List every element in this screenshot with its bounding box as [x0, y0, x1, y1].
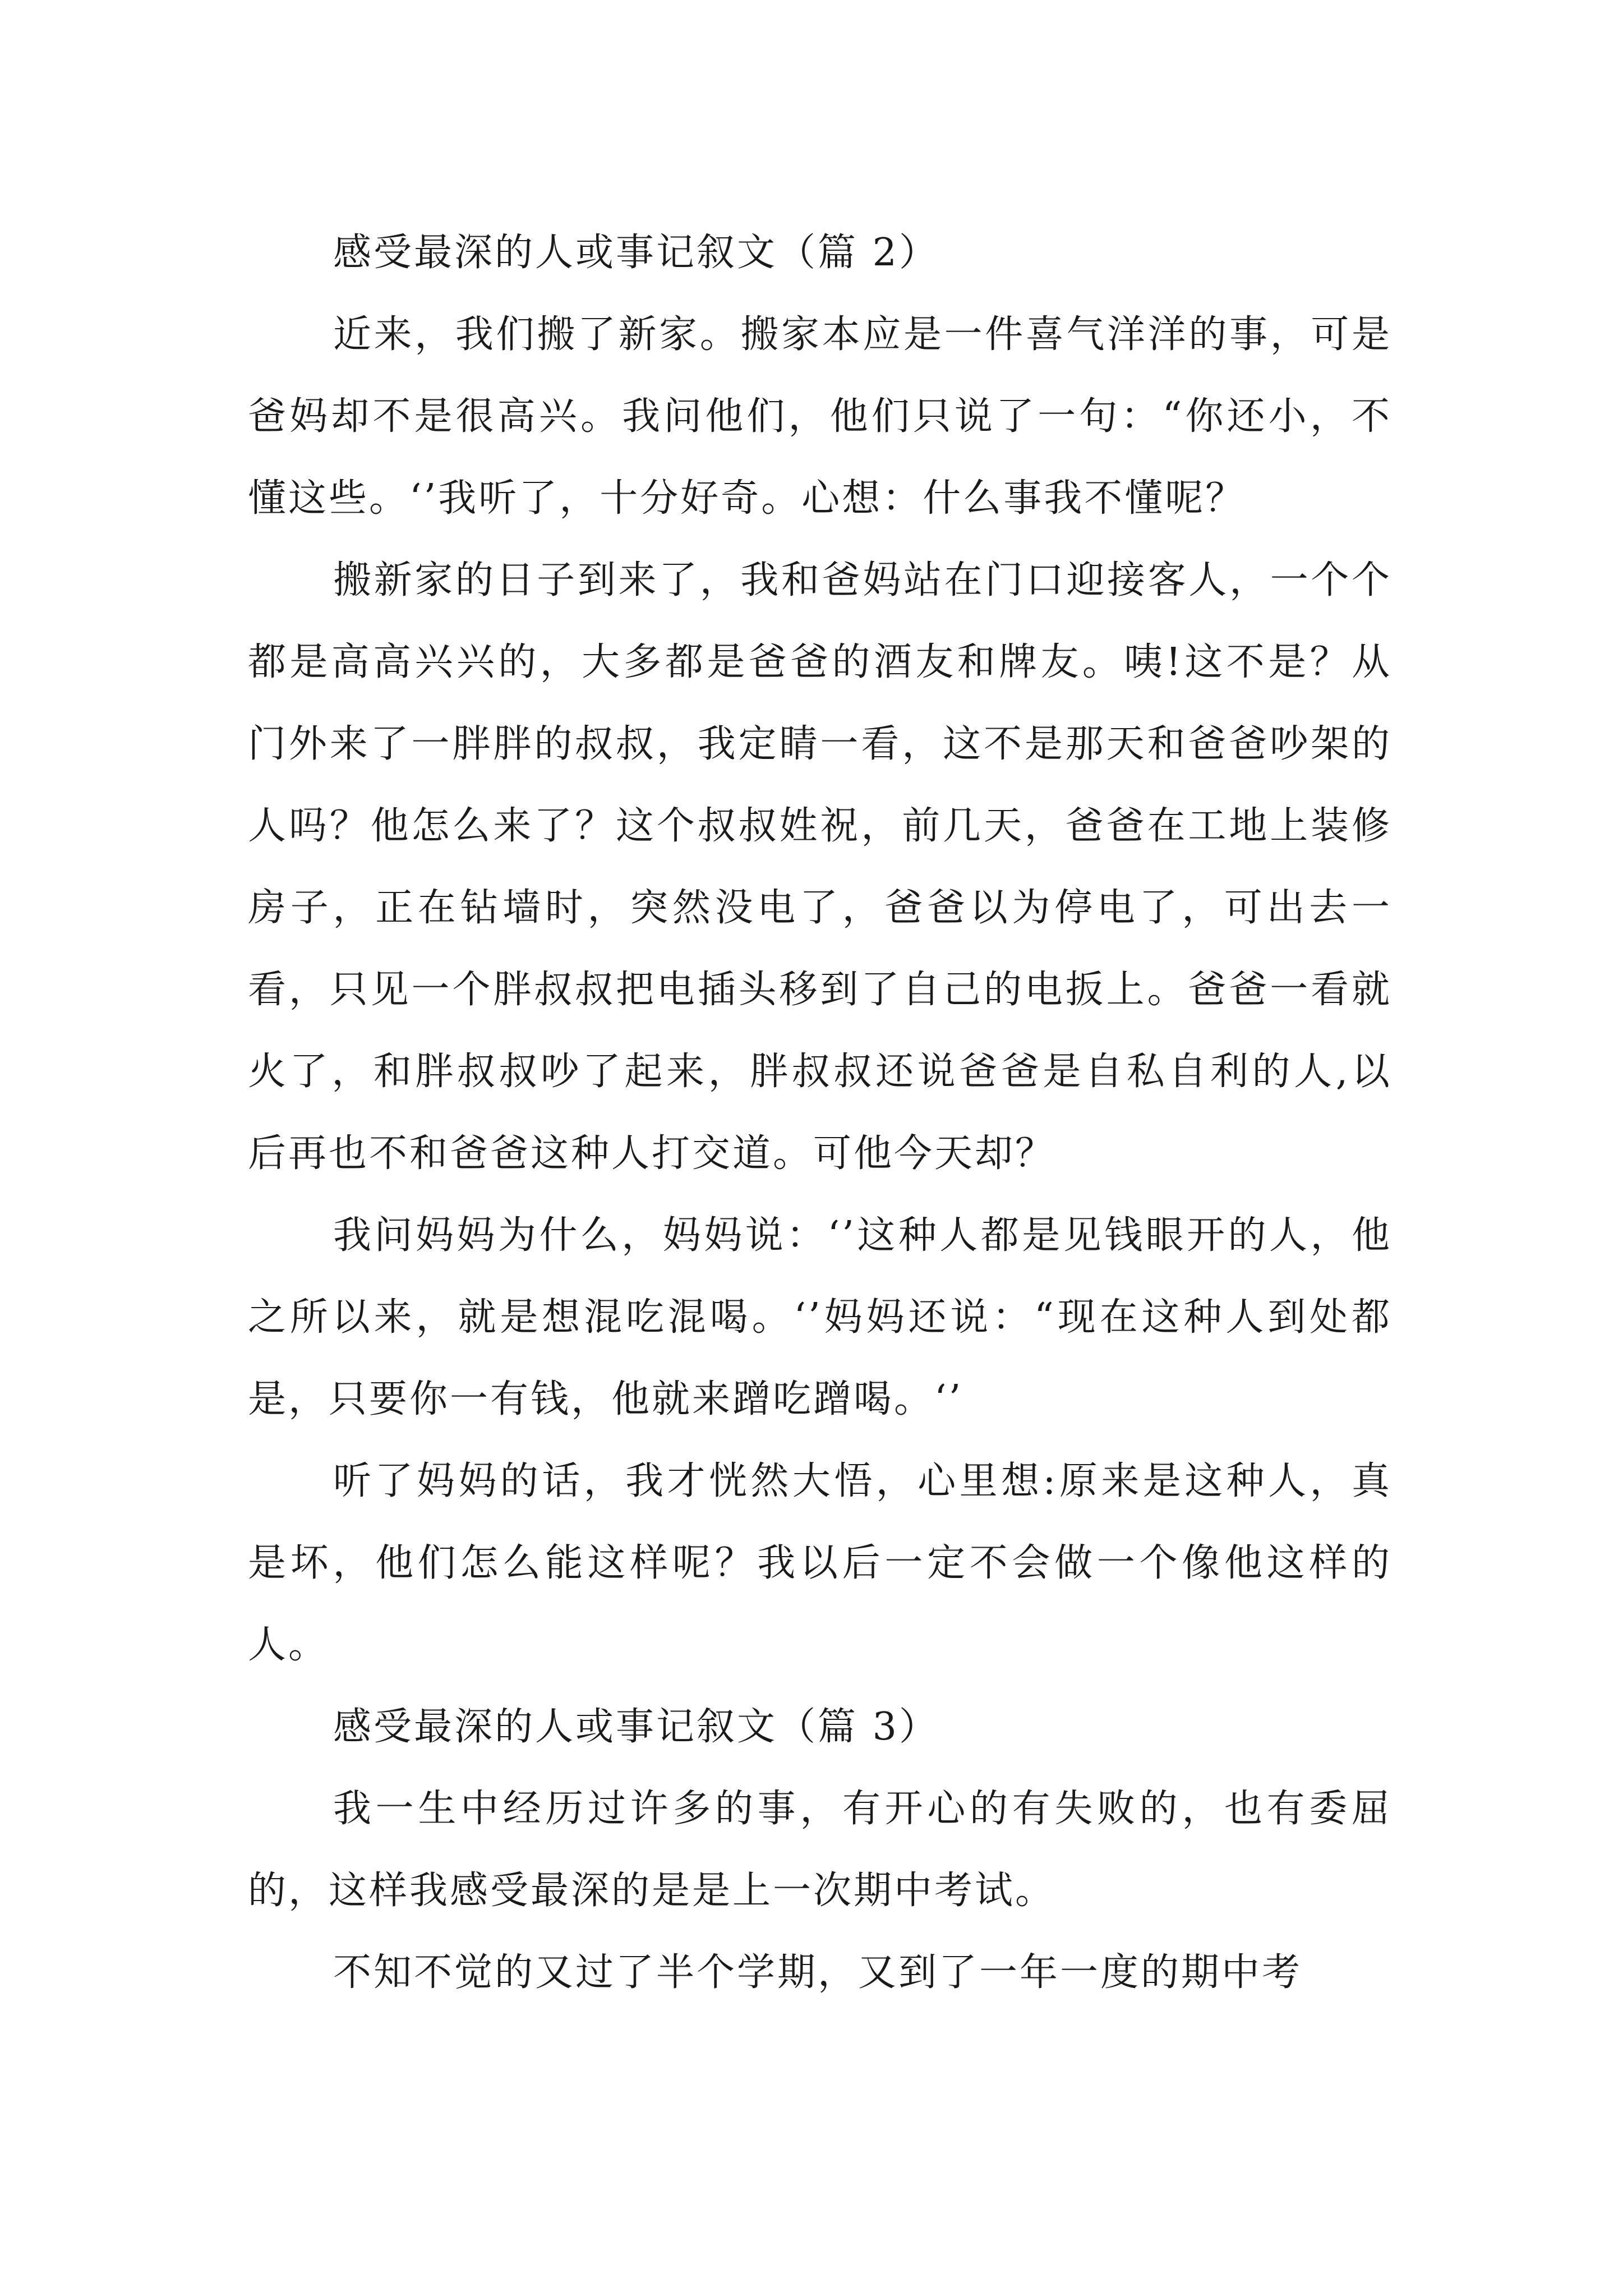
paragraph: 近来，我们搬了新家。搬家本应是一件喜气洋洋的事，可是爸妈却不是很高兴。我问他们，他们只说了一句：“你还小，不懂这些。‘’我听了，十分好奇。心想：什么事我不懂呢？ — [248, 312, 1392, 521]
paragraph: 搬新家的日子到来了，我和爸妈站在门口迎接客人，一个个都是高高兴兴的，大多都是爸爸的酒友和牌友。咦!这不是？从门外来了一胖胖的叔叔，我定睛一看，这不是那天和爸爸吵架的人吗？他怎么来了？这个叔叔姓祝，前几天，爸爸在工地上装修房子，正在钻墙时，突然没电了，爸爸以为停电了，可出去一看，只见一个胖叔叔把电插头移到了自己的电扳上。爸爸一看就火了，和胖叔叔吵了起来，胖叔叔还说爸爸是自私自利的人,以后再也不和爸爸这种人打交道。可他今天却？ — [248, 558, 1392, 1176]
paragraph: 我问妈妈为什么，妈妈说：‘’这种人都是见钱眼开的人，他之所以来，就是想混吃混喝。‘’妈妈还说：“现在这种人到处都是，只要你一有钱，他就来蹭吃蹭喝。‘’ — [248, 1213, 1392, 1421]
paragraph: 我一生中经历过许多的事，有开心的有失败的，也有委屈的，这样我感受最深的是是上一次期中考试。 — [248, 1787, 1392, 1913]
paragraph: 听了妈妈的话，我才恍然大悟，心里想:原来是这种人，真是坏，他们怎么能这样呢？我以后一定不会做一个像他这样的人。 — [248, 1459, 1392, 1667]
paragraph: 不知不觉的又过了半个学期，又到了一年一度的期中考 — [333, 1950, 1303, 1995]
section-heading: 感受最深的人或事记叙文（篇 2） — [333, 231, 939, 275]
document-body — [248, 212, 1392, 2014]
section-heading: 感受最深的人或事记叙文（篇 3） — [333, 1705, 939, 1749]
